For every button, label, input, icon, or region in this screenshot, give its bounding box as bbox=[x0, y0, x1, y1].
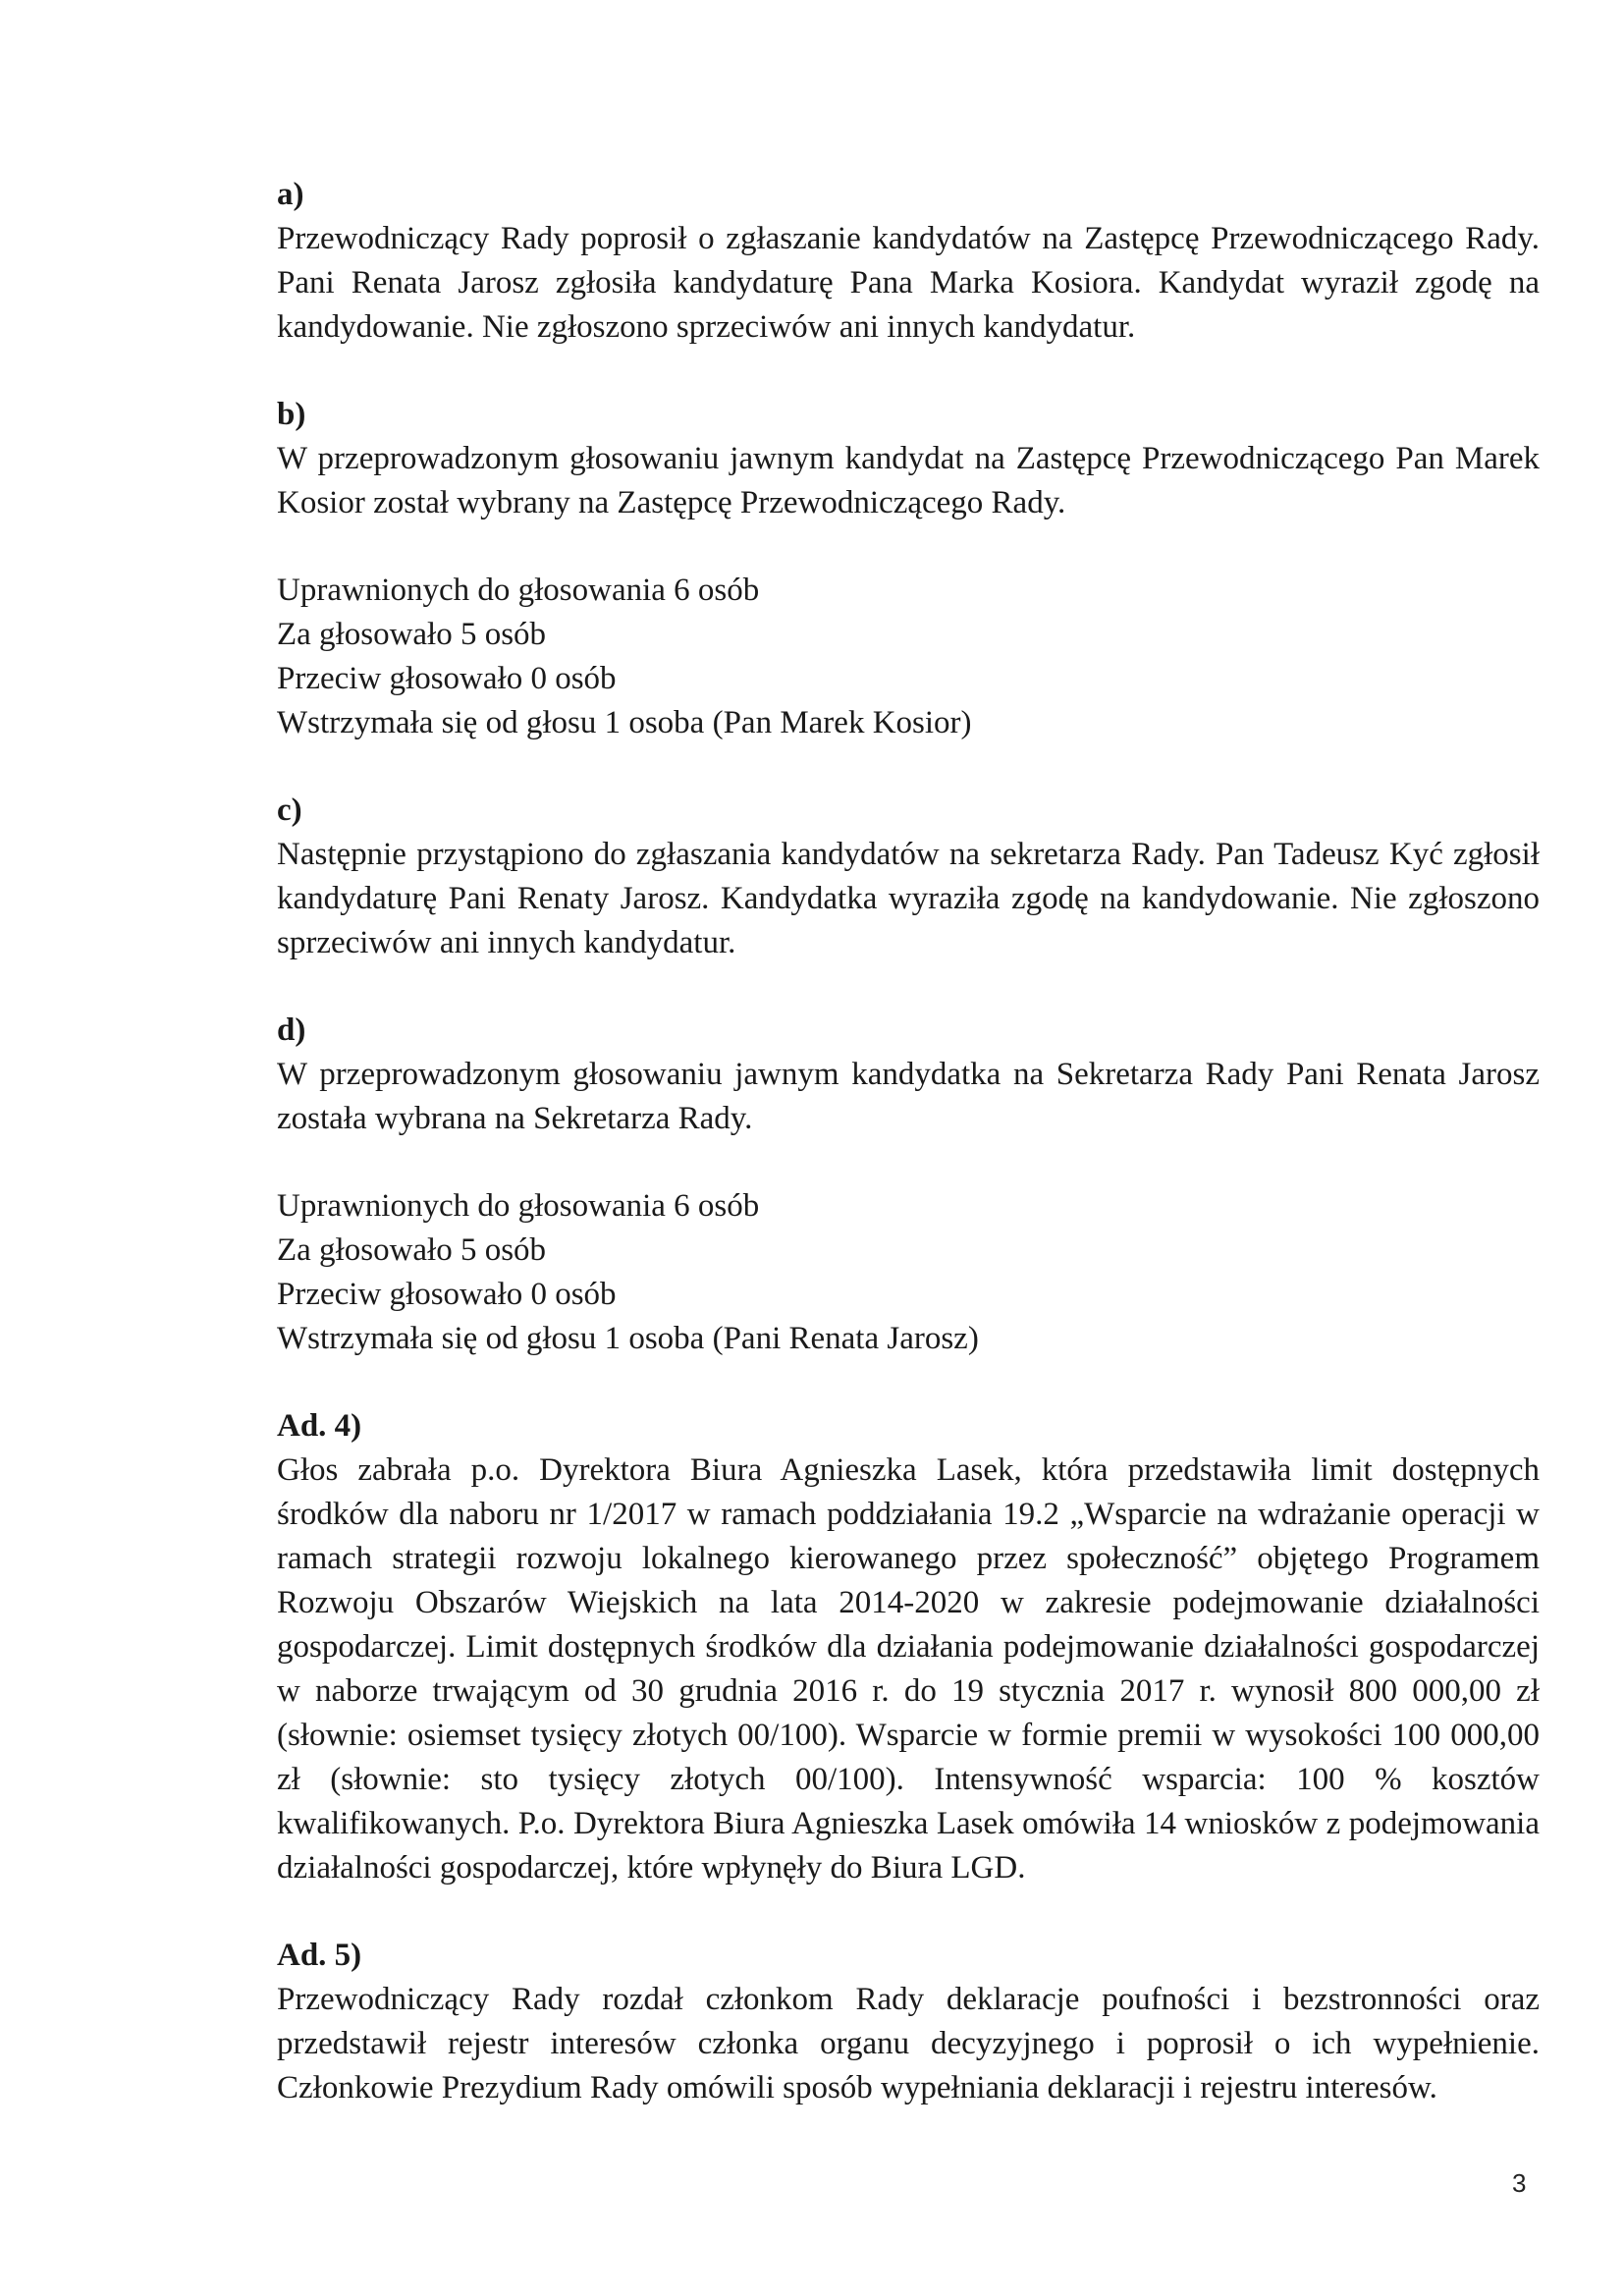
section-a-heading: a) bbox=[277, 177, 304, 212]
vote-line: Przeciw głosowało 0 osób bbox=[277, 1277, 617, 1312]
section-d bbox=[277, 1009, 1540, 1361]
page-number: 3 bbox=[1512, 2168, 1527, 2198]
section-a-text: Przewodniczący Rady poprosił o zgłaszanie kandydatów na Zastępcę Przewodniczącego Rady. Pani Renata Jarosz zgłosiła kandydaturę Pana Marka Kosiora. Kandydat wyraził zgodę na kandydowanie. Nie zgłoszono sprzeciwów ani innych kandydatur. bbox=[277, 221, 1540, 345]
section-d-text: W przeprowadzonym głosowaniu jawnym kandydatka na Sekretarza Rady Pani Renata Jarosz została wybrana na Sekretarza Rady. bbox=[277, 1057, 1540, 1136]
section-d-heading: d) bbox=[277, 1012, 306, 1048]
section-b-text: W przeprowadzonym głosowaniu jawnym kandydat na Zastępcę Przewodniczącego Pan Marek Kosior został wybrany na Zastępcę Przewodniczącego Rady. bbox=[277, 441, 1540, 520]
vote-line: Przeciw głosowało 0 osób bbox=[277, 661, 617, 696]
section-c-text: Następnie przystąpiono do zgłaszania kandydatów na sekretarza Rady. Pan Tadeusz Kyć zgłosił kandydaturę Pani Renaty Jarosz. Kandydatka wyraziła zgodę na kandydowanie. Nie zgłoszono sprzeciwów ani innych kandydatur. bbox=[277, 837, 1540, 960]
section-ad4-text: Głos zabrała p.o. Dyrektora Biura Agnieszka Lasek, która przedstawiła limit dostępnych środków dla naboru nr 1/2017 w ramach poddziałania 19.2 „Wsparcie na wdrażanie operacji w ramach strategii rozwoju lokalnego kierowanego przez społeczność” objętego Programem Rozwoju Obszarów Wiejskich na lata 2014-2020 w zakresie podejmowanie działalności gospodarczej. Limit dostępnych środków dla działania podejmowanie działalności gospodarczej w naborze trwającym od 30 grudnia 2016 r. do 19 stycznia 2017 r. wynosił 800 000,00 zł (słownie: osiemset tysięcy złotych 00/100). Wsparcie w formie premii w wysokości 100 000,00 zł (słownie: sto tysięcy złotych 00/100). Intensywność wsparcia: 100 % kosztów kwalifikowanych. P.o. Dyrektora Biura Agnieszka Lasek omówiła 14 wniosków z podejmowania działalności gospodarczej, które wpłynęły do Biura LGD. bbox=[277, 1452, 1540, 1886]
vote-line: Uprawnionych do głosowania 6 osób bbox=[277, 573, 760, 608]
section-ad5-text: Przewodniczący Rady rozdał członkom Rady deklaracje poufności i bezstronności oraz przedstawił rejestr interesów członka organu decyzyjnego i poprosił o ich wypełnienie. Członkowie Prezydium Rady omówili sposób wypełniania deklaracji i rejestru interesów. bbox=[277, 1982, 1540, 2105]
vote-line: Za głosowało 5 osób bbox=[277, 617, 547, 652]
section-a bbox=[277, 173, 1540, 350]
vote-line: Wstrzymała się od głosu 1 osoba (Pan Marek Kosior) bbox=[277, 705, 972, 740]
section-d-vote-results bbox=[277, 1184, 1540, 1361]
section-b-vote-results bbox=[277, 569, 1540, 745]
section-c-heading: c) bbox=[277, 793, 302, 828]
vote-line: Uprawnionych do głosowania 6 osób bbox=[277, 1188, 760, 1224]
vote-line: Wstrzymała się od głosu 1 osoba (Pani Renata Jarosz) bbox=[277, 1321, 979, 1356]
section-b-heading: b) bbox=[277, 397, 306, 432]
section-c bbox=[277, 789, 1540, 965]
section-b bbox=[277, 393, 1540, 745]
section-ad4-heading: Ad. 4) bbox=[277, 1408, 362, 1444]
section-ad5 bbox=[277, 1934, 1540, 2110]
document-page bbox=[277, 173, 1540, 2110]
section-ad4 bbox=[277, 1404, 1540, 1890]
section-ad5-heading: Ad. 5) bbox=[277, 1938, 362, 1973]
vote-line: Za głosowało 5 osób bbox=[277, 1232, 547, 1268]
